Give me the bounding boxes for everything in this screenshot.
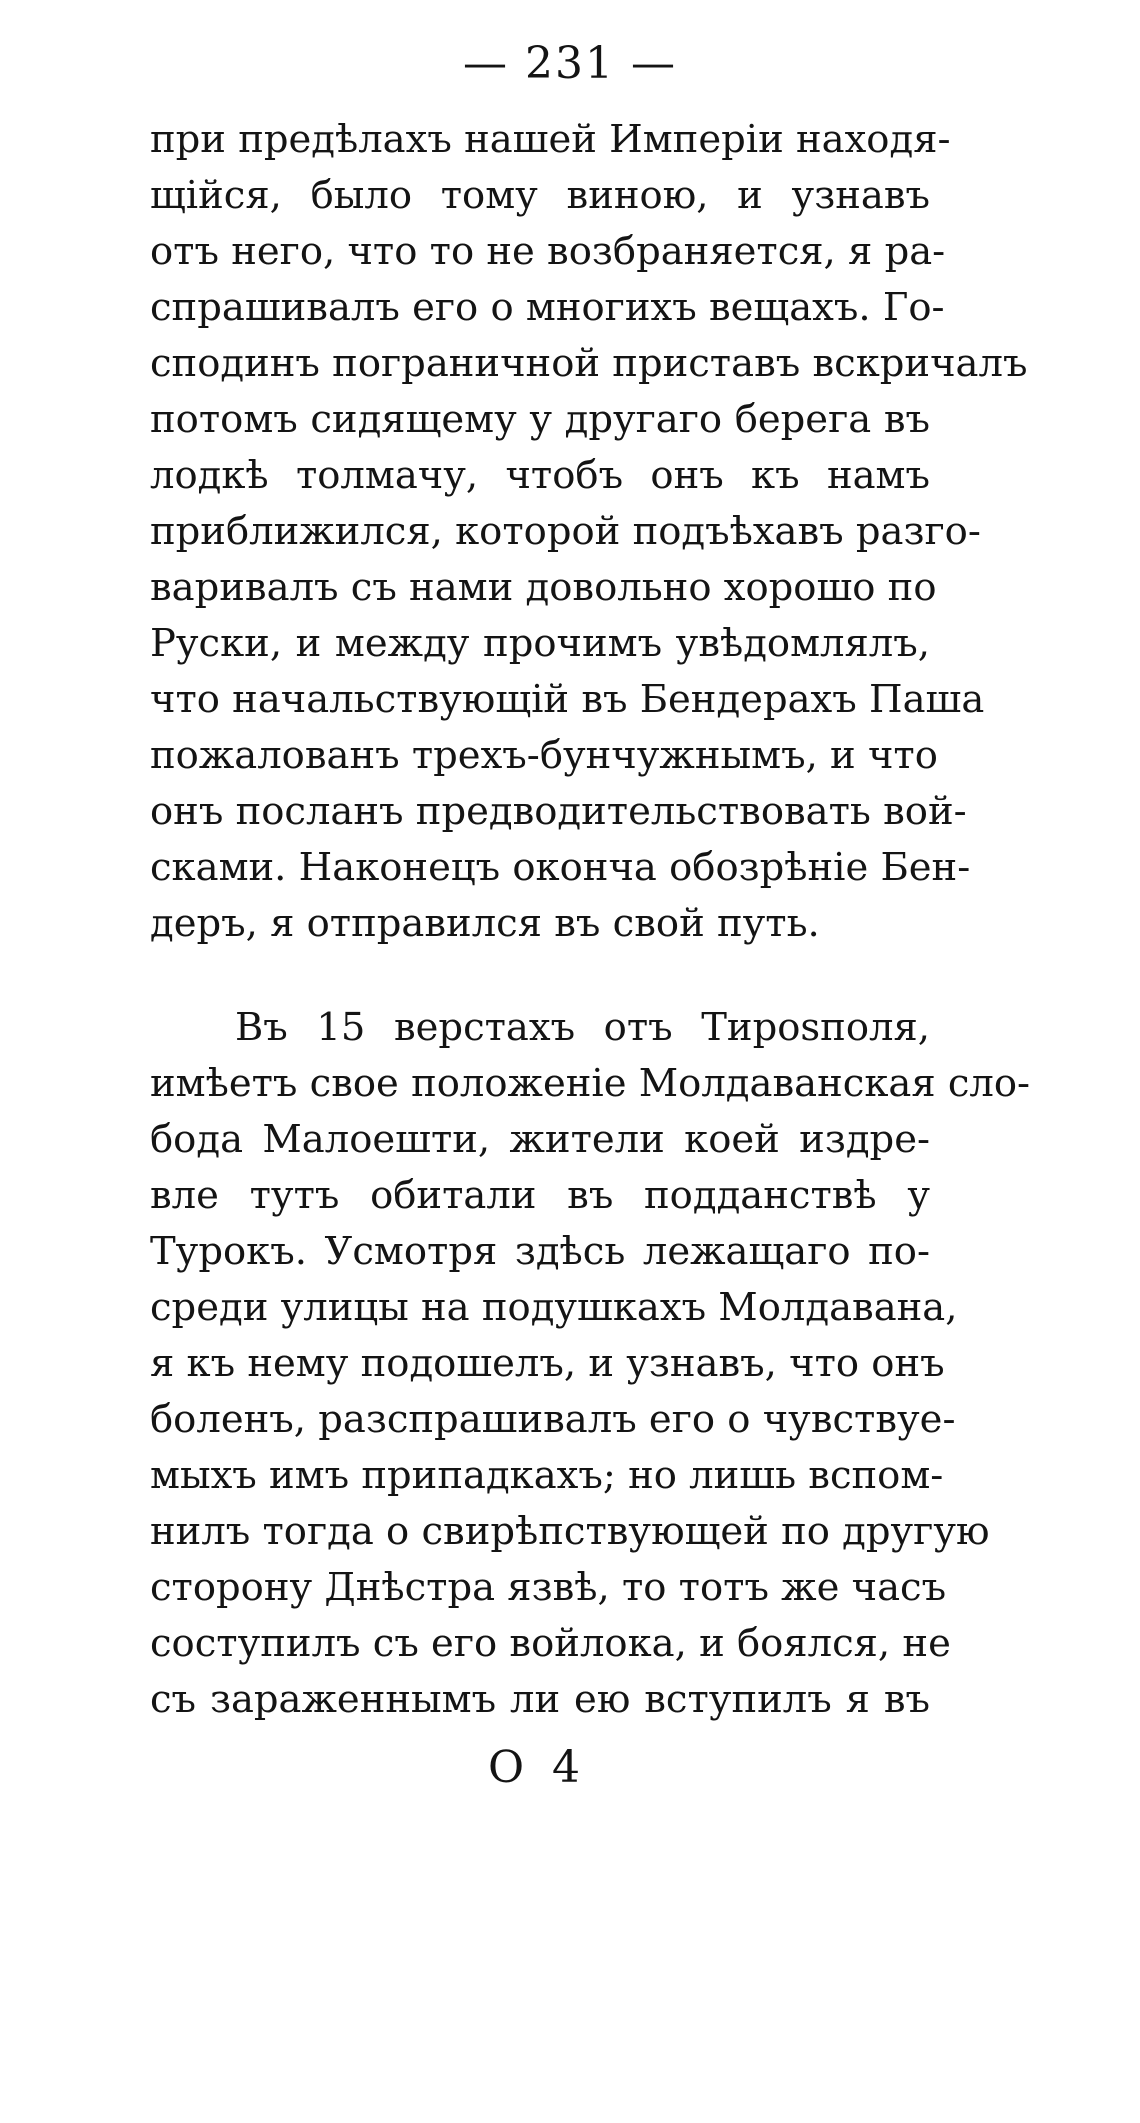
signature-mark: О 4: [488, 1742, 581, 1793]
text-line: что начальствующій въ Бендерахъ Паша: [150, 677, 985, 722]
text-line: лодкѣ толмачу, чтобъ онъ къ намъ: [150, 453, 930, 498]
text-line: онъ посланъ предводительствовать вой-: [150, 789, 967, 834]
text-line: я къ нему подошелъ, и узнавъ, что онъ: [150, 1341, 945, 1386]
text-line: мыхъ имъ припадкахъ; но лишь вспом-: [150, 1453, 944, 1498]
text-line: боленъ, разспрашивалъ его о чувствуе-: [150, 1397, 956, 1442]
text-line: сками. Наконецъ окончa обозрѣніе Бен-: [150, 845, 971, 890]
text-line: отъ него, что то не возбраняется, я ра-: [150, 229, 946, 274]
paragraph: [150, 112, 1028, 952]
text-line: нилъ тогда о свирѣпствующей по другую: [150, 1509, 990, 1554]
text-line: деръ, я отправился въ свой путь.: [150, 901, 820, 946]
paragraph: [150, 1000, 1031, 1728]
text-line: съ зараженнымъ ли ею вступилъ я въ: [150, 1677, 930, 1722]
text-line: при предѣлахъ нашей Имперіи находя-: [150, 117, 951, 162]
text-line: Турокъ. Усмотря здѣсь лежащаго по-: [150, 1229, 930, 1274]
text-line: соступилъ съ его войлока, и боялся, не: [150, 1621, 951, 1666]
text-line: вле тутъ обитали въ подданствѣ у: [150, 1173, 930, 1218]
text-line: среди улицы на подушкахъ Молдавана,: [150, 1285, 958, 1330]
text-line: потомъ сидящему у другаго берега въ: [150, 397, 930, 442]
text-line: щійся, было тому виною, и узнавъ: [150, 173, 930, 218]
text-line: спрашивалъ его о многихъ вещахъ. Го-: [150, 285, 945, 330]
text-line: Руски, и между прочимъ увѣдомлялъ,: [150, 621, 930, 666]
text-line: пожалованъ трехъ-бунчужнымъ, и что: [150, 733, 938, 778]
text-line: имѣетъ свое положеніе Молдаванская сло-: [150, 1061, 1031, 1106]
text-line: варивалъ съ нами довольно хорошо по: [150, 565, 937, 610]
text-line: сторону Днѣстра язвѣ, то тотъ же часъ: [150, 1565, 947, 1610]
text-line: приближился, которой подъѣхавъ разго-: [150, 509, 981, 554]
text-line: бода Малоешти, жители коей издре-: [150, 1117, 930, 1162]
text-line: Въ 15 верстахъ отъ Тирosполя,: [235, 1005, 930, 1050]
page-number: — 231 —: [463, 38, 677, 89]
text-line: сподинъ пограничной приставъ вскричалъ: [150, 341, 1028, 386]
